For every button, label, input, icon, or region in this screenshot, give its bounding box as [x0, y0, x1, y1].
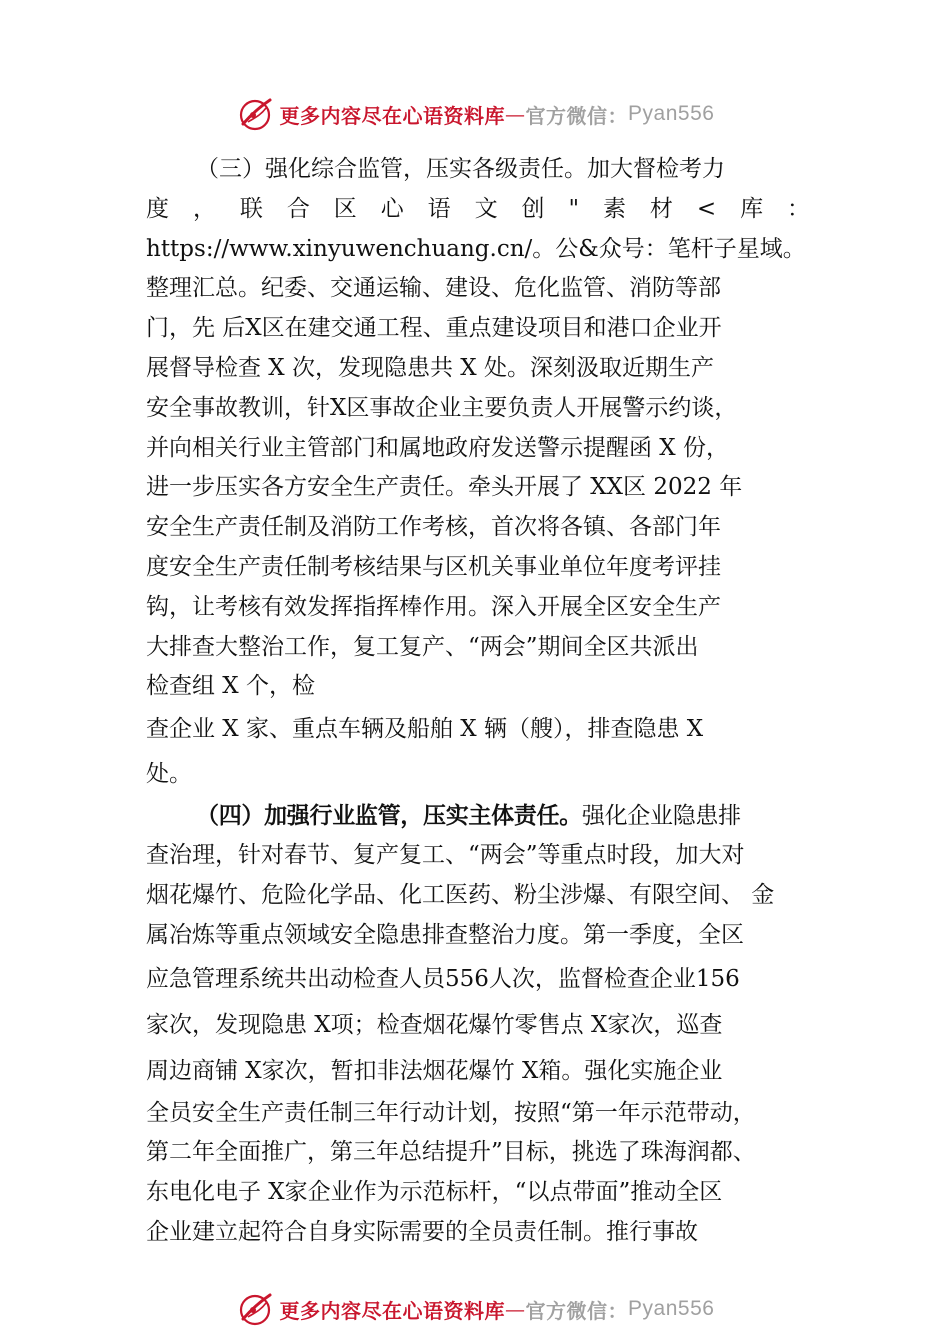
- section-3-title: （三）强化综合监管，压实各级责任。: [196, 156, 587, 182]
- banner-text: [280, 100, 715, 129]
- document-body: [146, 150, 810, 1253]
- section-4-line-1: [146, 796, 810, 836]
- banner-brand: 更多内容尽在心语资料库: [279, 1298, 506, 1323]
- text-char: 创: [521, 195, 545, 222]
- section-4-line-4: 属冶炼等重点领域安全隐患排查整治力度。第一季度，全区: [146, 921, 744, 948]
- pen-logo-icon: [236, 94, 276, 134]
- section-4-line-2: 查治理，针对春节、复产复工、“两会”等重点时段，加大对: [146, 842, 745, 869]
- section-4-line-6: 家次，发现隐患 X项；检查烟花爆竹零售点 X家次，巡查: [146, 1011, 723, 1038]
- text-char: ：: [787, 195, 810, 222]
- text-char: 度: [146, 195, 169, 222]
- banner-brand: 更多内容尽在心语资料库: [279, 103, 506, 128]
- text-char: 素: [602, 195, 626, 222]
- footer-banner: [0, 1287, 950, 1331]
- text-char: 语: [427, 195, 451, 222]
- pen-logo-icon: [236, 1289, 276, 1329]
- section-3-line-16: 处。: [146, 760, 192, 787]
- section-3-line-6: 展督导检查 X 次，发现隐患共 X 处。深刻汲取近期生产: [146, 354, 714, 381]
- text-char: 联: [239, 195, 263, 222]
- section-3-line-5: 门，先 后X区在建交通工程、重点建设项目和港口企业开: [146, 315, 722, 342]
- text-char: 合: [286, 195, 310, 222]
- section-3-line-3: https://www.xinyuwenchuang.cn/。公&众号：笔杆子星域。: [146, 235, 806, 262]
- text-char: 库: [740, 195, 764, 222]
- section-3-line-14: 检查组 X 个，检: [146, 673, 315, 700]
- banner-wechat-label: 官方微信：: [525, 1298, 629, 1323]
- text-char: 心: [380, 195, 404, 222]
- text-char: 材: [649, 195, 673, 222]
- section-3-line-15: 查企业 X 家、重点车辆及船舶 X 辆（艘），排查隐患 X: [146, 716, 704, 743]
- banner-text: [280, 1295, 715, 1324]
- header-banner: [0, 92, 950, 136]
- section-3-line-8: 并向相关行业主管部门和属地政府发送警示提醒函 X 份，: [146, 434, 729, 461]
- text-char: ，: [192, 195, 216, 222]
- section-4-line-3: 烟花爆竹、危险化学品、化工医药、粉尘涉爆、有限空间、 金: [146, 881, 775, 908]
- banner-wechat-label: 官方微信：: [525, 103, 629, 128]
- section-4-line-10: 东电化电子 X家企业作为示范标杆，“以点带面”推动全区: [146, 1179, 723, 1206]
- section-3-line-10: 安全生产责任制及消防工作考核，首次将各镇、各部门年: [146, 514, 721, 541]
- section-3-text: 加大督检考力: [587, 156, 725, 182]
- section-4-line-11: 企业建立起符合自身实际需要的全员责任制。推行事故: [146, 1218, 698, 1245]
- banner-wechat-id: Pyan556: [628, 102, 715, 125]
- banner-dash: —: [505, 1297, 526, 1321]
- section-4-line-8: 全员安全生产责任制三年行动计划，按照“第一年示范带动，: [146, 1099, 756, 1126]
- section-4-line-9: 第二年全面推广，第三年总结提升”目标，挑选了珠海润都、: [146, 1139, 756, 1166]
- banner-dash: —: [505, 102, 526, 126]
- section-4-line-5: 应急管理系统共出动检查人员556人次，监督检查企业156: [146, 965, 740, 992]
- section-3-line-12: 钩，让考核有效发挥指挥棒作用。深入开展全区安全生产: [146, 593, 721, 620]
- text-char: ": [568, 195, 580, 222]
- section-4-text: 强化企业隐患排: [581, 803, 741, 830]
- section-3-line-1: [146, 150, 810, 190]
- section-3-line-4: 整理汇总。纪委、交通运输、建设、危化监管、消防等部: [146, 275, 721, 302]
- section-3-line-13: 大排查大整治工作，复工复产、“两会”期间全区共派出: [146, 633, 699, 660]
- section-4-title: （四）加强行业监管，压实主体责任。: [196, 802, 582, 830]
- text-char: 文: [474, 195, 498, 222]
- banner-wechat-id: Pyan556: [628, 1297, 715, 1320]
- section-4-line-7: 周边商铺 X家次，暂扣非法烟花爆竹 X箱。强化实施企业: [146, 1057, 723, 1084]
- section-3-line-7: 安全事故教训，针X区事故企业主要负责人开展警示约谈，: [146, 394, 738, 421]
- text-char: 区: [333, 195, 357, 222]
- section-3-line-11: 度安全生产责任制考核结果与区机关事业单位年度考评挂: [146, 553, 721, 580]
- section-3-line-9: 进一步压实各方安全生产责任。牵头开展了 XX区 2022 年: [146, 474, 743, 501]
- text-char: <: [696, 195, 717, 222]
- section-3-line-2: [146, 190, 810, 230]
